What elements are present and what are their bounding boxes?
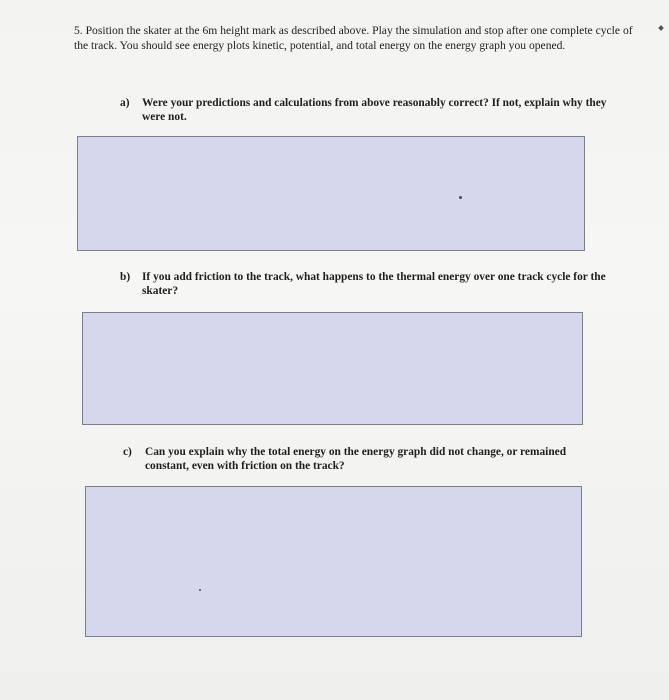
question-c-text: Can you explain why the total energy on the energy graph did not change, or remained constant, even with friction on the track? [145, 446, 567, 472]
question-b-text: If you add friction to the track, what happens to the thermal energy over one track cycle for the skater? [142, 271, 606, 297]
question-b [120, 270, 610, 298]
answer-box-a[interactable] [77, 136, 585, 251]
question-a-letter: a) [120, 97, 130, 109]
corner-mark [658, 25, 664, 31]
cursor-speck [459, 196, 462, 199]
instruction-paragraph: 5. Position the skater at the 6m height mark as described above. Play the simulation and stop after one complete cycle of the track. You should see energy plots kinetic, potential, and total energy on the energy graph you opened. [74, 24, 633, 52]
question-a [120, 96, 610, 124]
question-b-letter: b) [120, 271, 131, 283]
question-c [123, 445, 603, 473]
dust-speck [199, 589, 201, 591]
answer-box-c[interactable] [85, 486, 582, 637]
question-c-letter: c) [123, 446, 132, 458]
answer-box-b[interactable] [82, 312, 583, 425]
question-a-text: Were your predictions and calculations from above reasonably correct? If not, explain why they were not. [142, 97, 607, 123]
